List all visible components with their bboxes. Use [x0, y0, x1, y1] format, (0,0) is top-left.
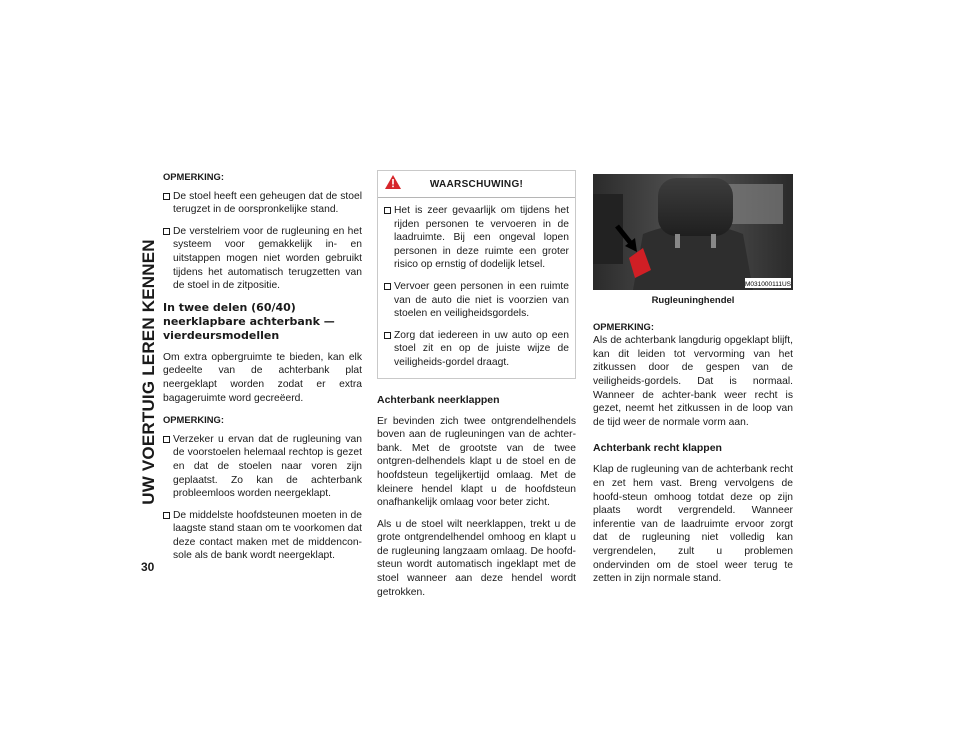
body-paragraph: Er bevinden zich twee ontgrendelhendels boven aan de rugleuningen van de achter-bank. Met de grootste van de twee ontgren-delhendels klapt u de stoel en de hoofdsteun tegelijkertijd omlaag. Met de kleinere hendel klapt u de hoofdsteun onafhankelijk omlaag voor beter zicht.: [377, 415, 576, 509]
seat-lever-illustration: [593, 174, 793, 290]
checkbox-bullet-icon: [163, 436, 170, 443]
side-chapter-title: [138, 172, 160, 572]
column-1: [163, 170, 362, 571]
seat-lever-photo: [593, 174, 793, 290]
checkbox-bullet-icon: [163, 193, 170, 200]
column-3: [593, 174, 793, 594]
photo-caption: Rugleuninghendel: [651, 295, 735, 306]
list-item: Vervoer geen personen in een ruimte van de auto die niet is voorzien van stoelen en veiligheidsgordels.: [384, 280, 569, 321]
note-heading: OPMERKING:: [163, 414, 224, 426]
body-paragraph: Als de achterbank langdurig opgeklapt blijft, kan dit leiden tot vervorming van het zitkussen door de gespen van de veiligheids-gordels. Dat is normaal. Wanneer de achter-bank weer recht is gezet, neemt het zitkussen in de loop van de tijd weer de normale vorm aan.: [593, 335, 793, 428]
section-heading: Achterbank neerklappen: [377, 393, 500, 406]
section-heading: In twee delen (60/40) neerklapbare achterbank — vierdeursmodellen: [163, 300, 335, 342]
body-paragraph: Om extra opbergruimte te bieden, kan elk gedeelte van de achterbank plat neergeklapt worden zodat er extra bagageruimte word gecreëerd.: [163, 351, 362, 404]
body-paragraph: Klap de rugleuning van de achterbank recht en zet hem vast. Breng vervolgens de hoofd-steun omhoog totdat deze op zijn plaats wordt vergrendeld. Wanneer inferentie van de laadruimte ervoor zorgt dat de rugleuning niet volledig kan vergrendelen, zult u problemen ondervinden om de stoel weer terug te zetten in zijn normale stand.: [593, 464, 793, 585]
warning-title: WAARSCHUWING!: [429, 179, 524, 190]
side-chapter-title-text: UW VOERTUIG LEREN KENNEN: [139, 239, 158, 505]
body-paragraph: Als u de stoel wilt neerklappen, trekt u de grote ontgrendelhendel omhoog en klapt u de rugleuning langzaam omlaag. De hoofd-steun wordt automatisch ingeklapt met de stoel wanneer aan deze hendel wordt getrokken.: [377, 518, 576, 598]
warning-box: [377, 170, 576, 379]
checkbox-bullet-icon: [384, 283, 391, 290]
list-item: De stoel heeft een geheugen dat de stoel terugzet in de oorspronkelijke stand.: [163, 190, 362, 217]
section-heading: Achterbank recht klappen: [593, 442, 722, 455]
page-number: 30: [141, 560, 155, 574]
checkbox-bullet-icon: [163, 512, 170, 519]
note-heading: OPMERKING:: [593, 320, 654, 332]
list-item: Het is zeer gevaarlijk om tijdens het rijden personen te vervoeren in de laadruimte. Bij een ongeval lopen personen in deze ruimte een groter risico op ernstig of dodelijk letsel.: [384, 204, 569, 272]
list-item: De middelste hoofdsteunen moeten in de laagste stand staan om te voorkomen dat deze contact maken met de middencon-sole als de bank wordt neergeklapt.: [163, 509, 362, 563]
photo-code-text: M031000111US: [744, 281, 792, 288]
checkbox-bullet-icon: [384, 207, 391, 214]
list-item: Zorg dat iedereen in uw auto op een stoel zit en op de juiste wijze de veiligheids-gordel draagt.: [384, 329, 569, 370]
column-2: [377, 170, 576, 607]
note-heading: OPMERKING:: [163, 171, 224, 182]
list-item: De verstelriem voor de rugleuning en het systeem voor gemakkelijk in- en uitstappen mogen niet worden gebruikt tijdens het automatisch terugzetten van de stoel in de zitpositie.: [163, 225, 362, 293]
warning-header: [378, 171, 575, 198]
checkbox-bullet-icon: [163, 228, 170, 235]
list-item: Verzeker u ervan dat de rugleuning van de voorstoelen helemaal rechtop is gezet en dat de stoelen naar voren zijn geplaatst. Zo kan de achterbank probleemloos worden neergeklapt.: [163, 433, 362, 501]
checkbox-bullet-icon: [384, 332, 391, 339]
